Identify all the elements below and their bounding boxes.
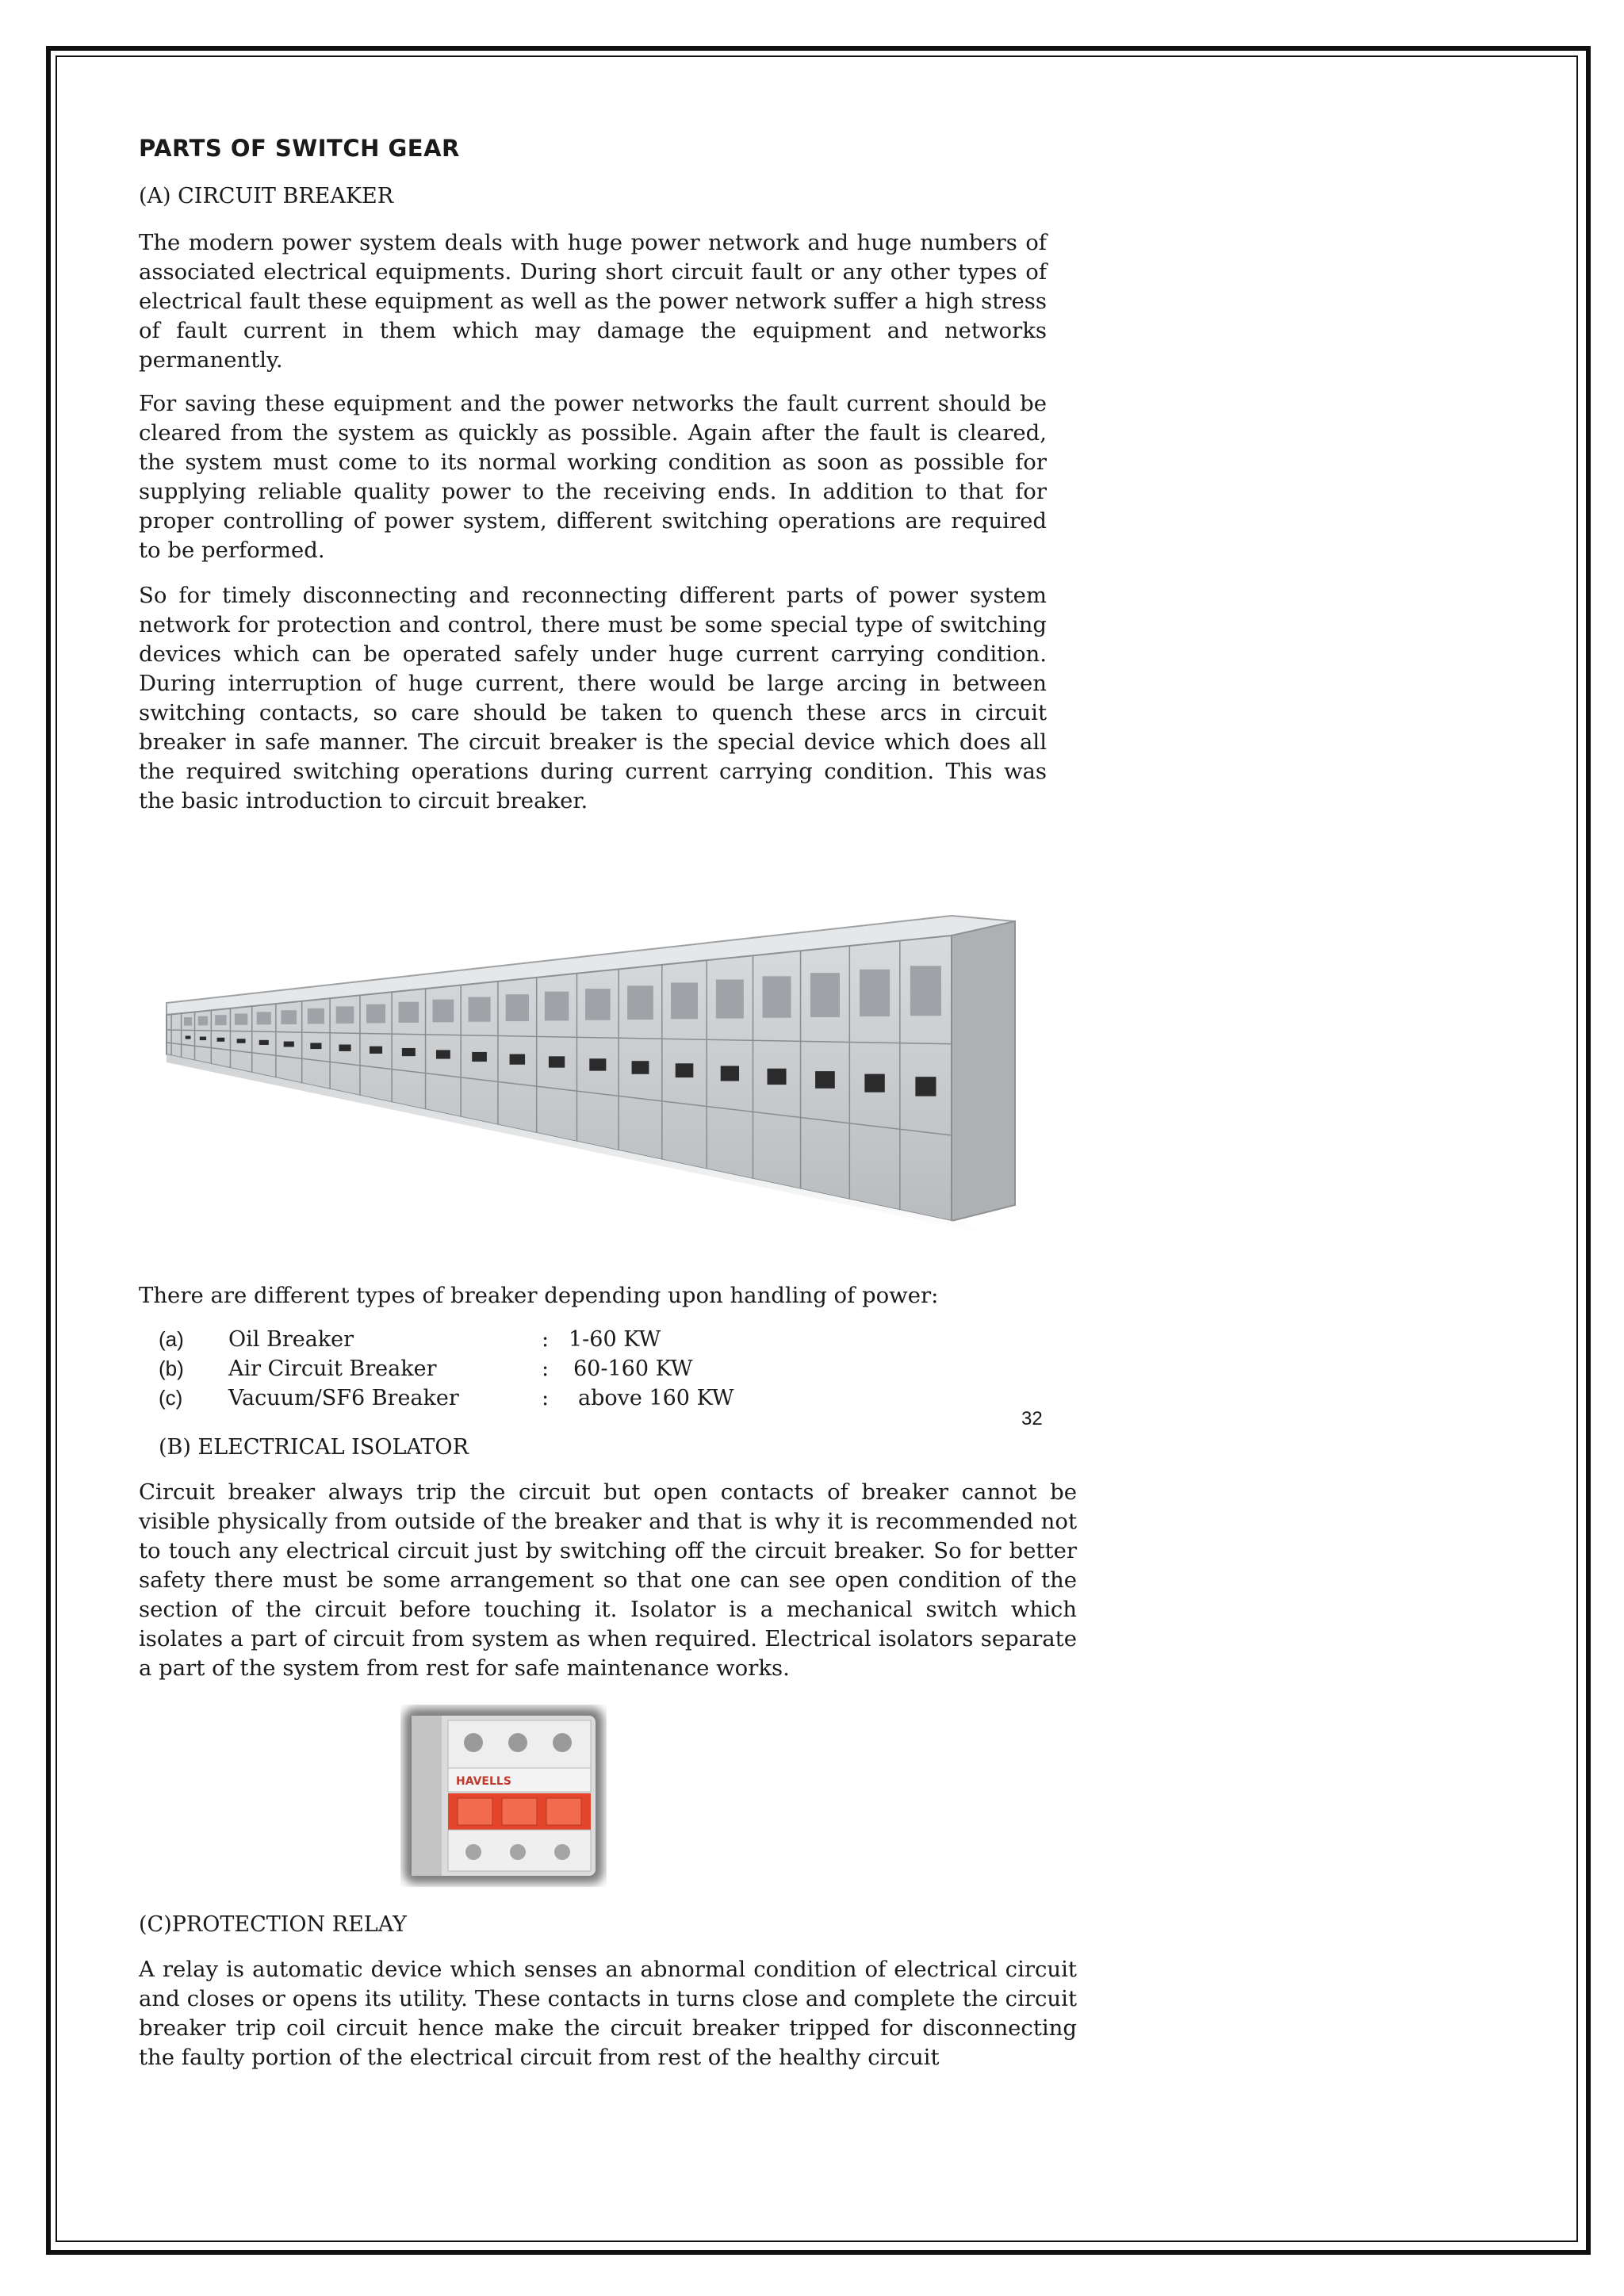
breaker-type-item: [159, 1357, 693, 1381]
paragraph-circuit-breaker-2: For saving these equipment and the power networks the fault current should be cleared from the system as quickly as possible. Again after the fault is cleared, the system must come to its normal working condition as soon as possible for supplying reliable quality power to the receiving ends. In addition to that for proper controlling of power system, different switching operations are required to be performed.: [139, 391, 1047, 563]
breaker-type-separator: :: [542, 1327, 550, 1352]
isolator-image: [400, 1705, 607, 1887]
breaker-type-range: above 160 KW: [578, 1386, 734, 1410]
breaker-type-range: 1-60 KW: [569, 1327, 661, 1352]
breaker-type-name: Vacuum/SF6 Breaker: [228, 1386, 459, 1410]
breaker-type-code: (a): [159, 1327, 184, 1351]
page-number: 32: [1021, 1408, 1043, 1429]
switchgear-panel-image: [159, 904, 1031, 1253]
breaker-type-item: [159, 1327, 661, 1352]
breaker-type-name: Air Circuit Breaker: [228, 1357, 437, 1381]
paragraph-relay: A relay is automatic device which senses an abnormal condition of electrical circuit and closes or opens its utility. These contacts in turns close and complete the circuit breaker trip coil circuit hence make the circuit breaker tripped for disconnecting the faulty portion of the electrical circuit from rest of the healthy circuit: [139, 1957, 1077, 2070]
breaker-type-name: Oil Breaker: [228, 1327, 354, 1352]
breaker-type-code: (b): [159, 1357, 184, 1380]
breaker-type-separator: :: [542, 1386, 550, 1410]
breaker-type-range: 60-160 KW: [573, 1357, 693, 1381]
paragraph-circuit-breaker-3: So for timely disconnecting and reconnecting different parts of power system network for protection and control, there must be some special type of switching devices which can be operated safely under huge current carrying condition. During interruption of huge current, there would be large arcing in between switching contacts, so care should be taken to quench these arcs in circuit breaker in safe manner. The circuit breaker is the special device which does all the required switching operations during current carrying condition. This was the basic introduction to circuit breaker.: [139, 583, 1047, 813]
breaker-type-code: (c): [159, 1386, 183, 1410]
section-heading-relay: (C)PROTECTION RELAY: [139, 1912, 407, 1937]
breaker-type-separator: :: [542, 1357, 550, 1381]
paragraph-isolator: Circuit breaker always trip the circuit but open contacts of breaker cannot be visible physically from outside of the breaker and that is why it is recommended not to touch any electrical circuit just by switching off the circuit breaker. So for better safety there must be some arrangement so that one can see open condition of the section of the circuit before touching it. Isolator is a mechanical switch which isolates a part of circuit from system as when required. Electrical isolators separate a part of the system from rest for safe maintenance works.: [139, 1479, 1077, 1681]
breaker-type-item: [159, 1386, 734, 1410]
page-title: PARTS OF SWITCH GEAR: [139, 135, 460, 162]
breaker-types-intro: There are different types of breaker depending upon handling of power:: [139, 1283, 939, 1308]
section-heading-circuit-breaker: (A) CIRCUIT BREAKER: [139, 184, 394, 209]
paragraph-circuit-breaker-1: The modern power system deals with huge power network and huge numbers of associated electrical equipments. During short circuit fault or any other types of electrical fault these equipment as well as the power network suffer a high stress of fault current in them which may damage the equipment and networks permanently.: [139, 230, 1047, 373]
brand-logo: HAVELLS: [456, 1775, 511, 1788]
section-heading-isolator: (B) ELECTRICAL ISOLATOR: [159, 1435, 469, 1460]
